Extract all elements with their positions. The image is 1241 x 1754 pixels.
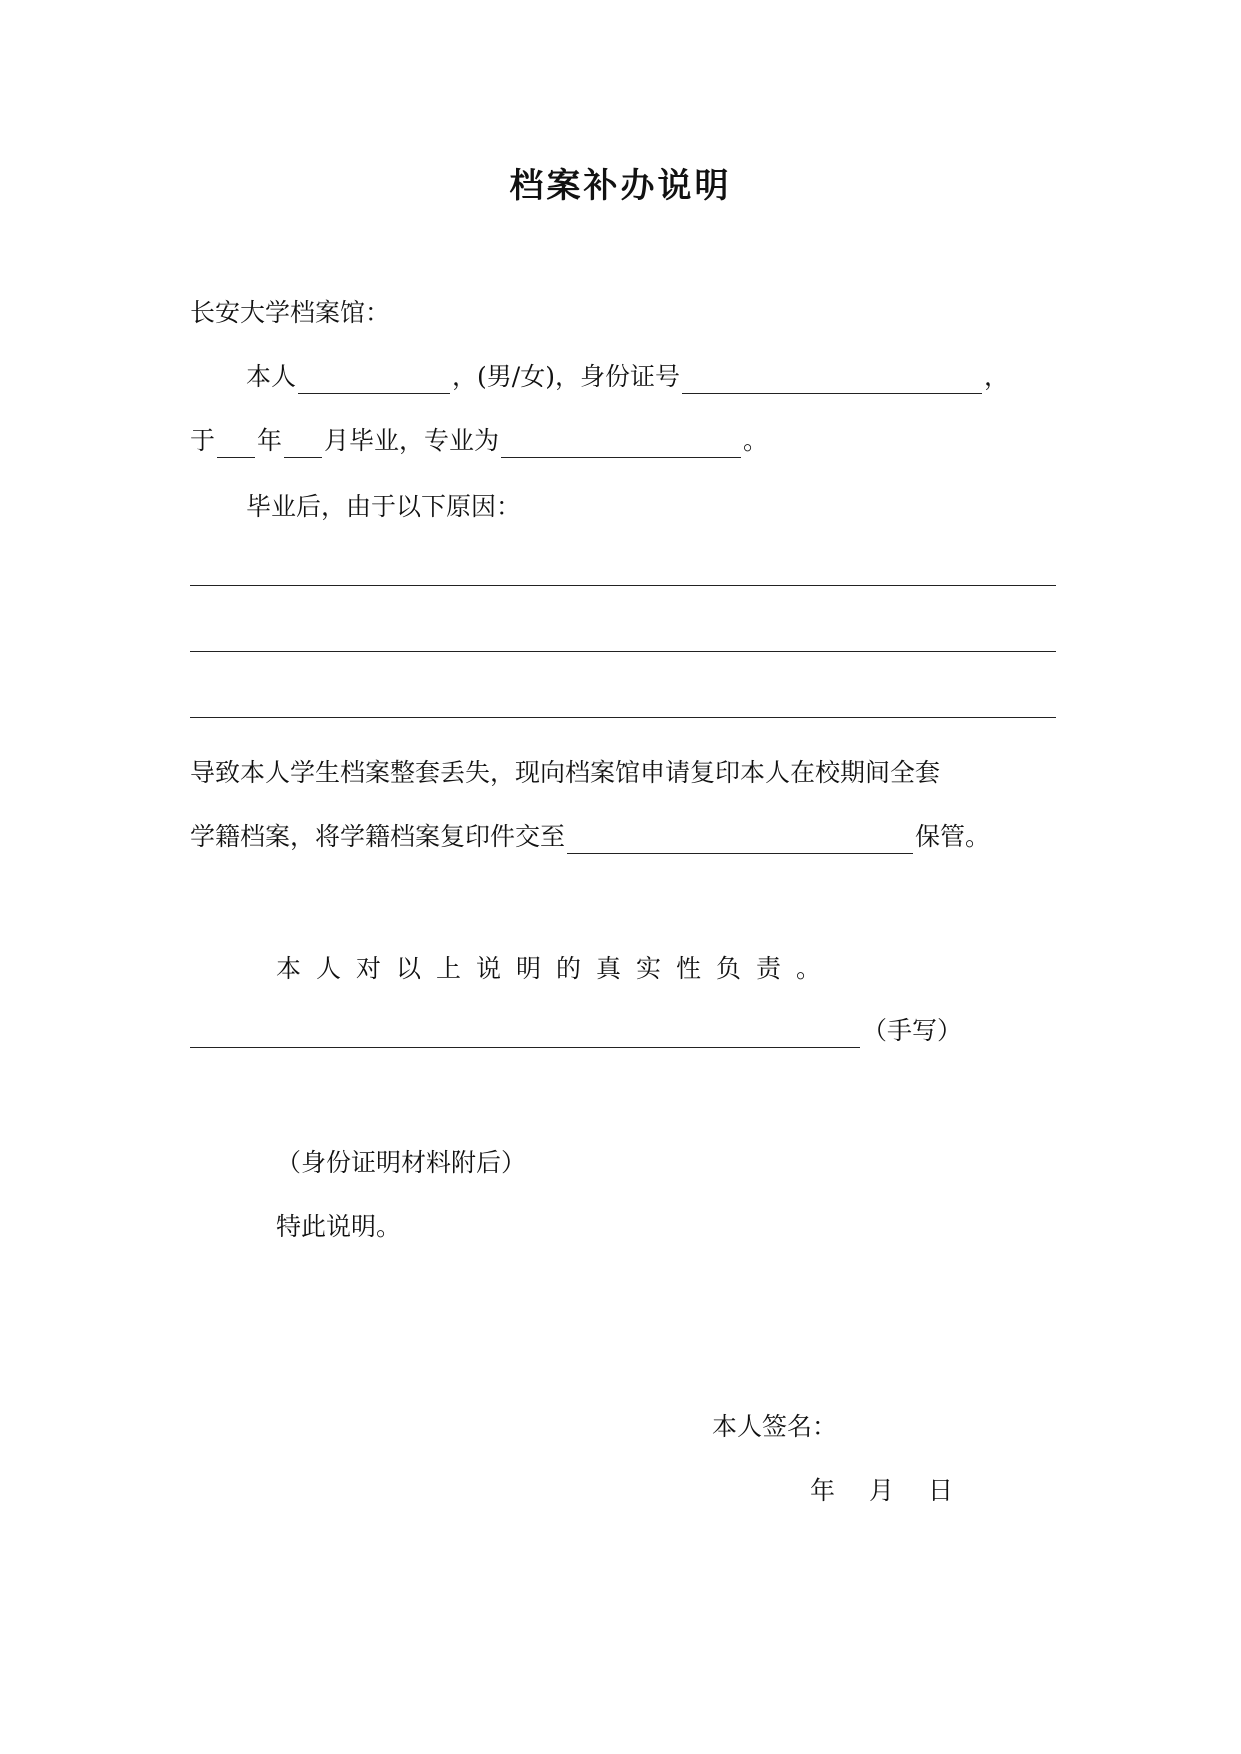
closing xyxy=(276,1210,401,1244)
signature xyxy=(712,1410,837,1444)
identity-line xyxy=(246,360,1009,394)
identity-prefix: 本人 xyxy=(246,362,297,391)
recipient-blank[interactable] xyxy=(567,827,913,854)
name-blank[interactable] xyxy=(298,367,450,394)
document-title: 档案补办说明 xyxy=(509,166,732,206)
signature-date xyxy=(810,1474,953,1508)
graduation-month-label: 月毕业，专业为 xyxy=(324,426,500,455)
reason-blank-line-3[interactable] xyxy=(190,717,1056,718)
reason-blank-line-1[interactable] xyxy=(190,585,1056,586)
addressee-text: 长安大学档案馆： xyxy=(190,298,391,327)
date-year-label: 年 xyxy=(810,1476,836,1505)
addressee xyxy=(190,296,390,330)
paragraph-a xyxy=(190,756,940,790)
graduation-month-blank[interactable] xyxy=(284,431,322,458)
graduation-end: 。 xyxy=(743,426,769,455)
graduation-yu: 于 xyxy=(190,426,216,455)
paragraph-b-start: 学籍档案，将学籍档案复印件交至 xyxy=(190,822,566,851)
date-month-label: 月 xyxy=(869,1476,895,1505)
attachment-note-text: （身份证明材料附后） xyxy=(276,1148,527,1177)
id-number-blank[interactable] xyxy=(682,367,982,394)
reason-intro xyxy=(246,490,521,524)
paragraph-b xyxy=(190,820,990,854)
major-blank[interactable] xyxy=(501,431,741,458)
pledge-text: 本人对以上说明的真实性负责。 xyxy=(276,954,837,983)
reason-intro-text: 毕业后，由于以下原因： xyxy=(246,492,522,521)
pledge xyxy=(276,952,836,986)
closing-text: 特此说明。 xyxy=(276,1212,402,1241)
reason-blank-line-2[interactable] xyxy=(190,651,1056,652)
graduation-year-label: 年 xyxy=(257,426,283,455)
paragraph-b-end: 保管。 xyxy=(915,822,991,851)
identity-end: ， xyxy=(983,362,1009,391)
attachment-note xyxy=(276,1146,526,1180)
signature-label: 本人签名： xyxy=(712,1412,838,1441)
date-day-label: 日 xyxy=(928,1476,954,1505)
handwrite-blank[interactable] xyxy=(190,1021,860,1048)
identity-middle: ，(男/女)，身份证号 xyxy=(452,362,680,391)
handwrite-note: （手写） xyxy=(862,1016,963,1045)
graduation-year-blank[interactable] xyxy=(217,431,255,458)
paragraph-a-text: 导致本人学生档案整套丢失，现向档案馆申请复印本人在校期间全套 xyxy=(190,758,941,787)
handwrite-line xyxy=(190,1014,962,1048)
graduation-line xyxy=(190,424,768,458)
